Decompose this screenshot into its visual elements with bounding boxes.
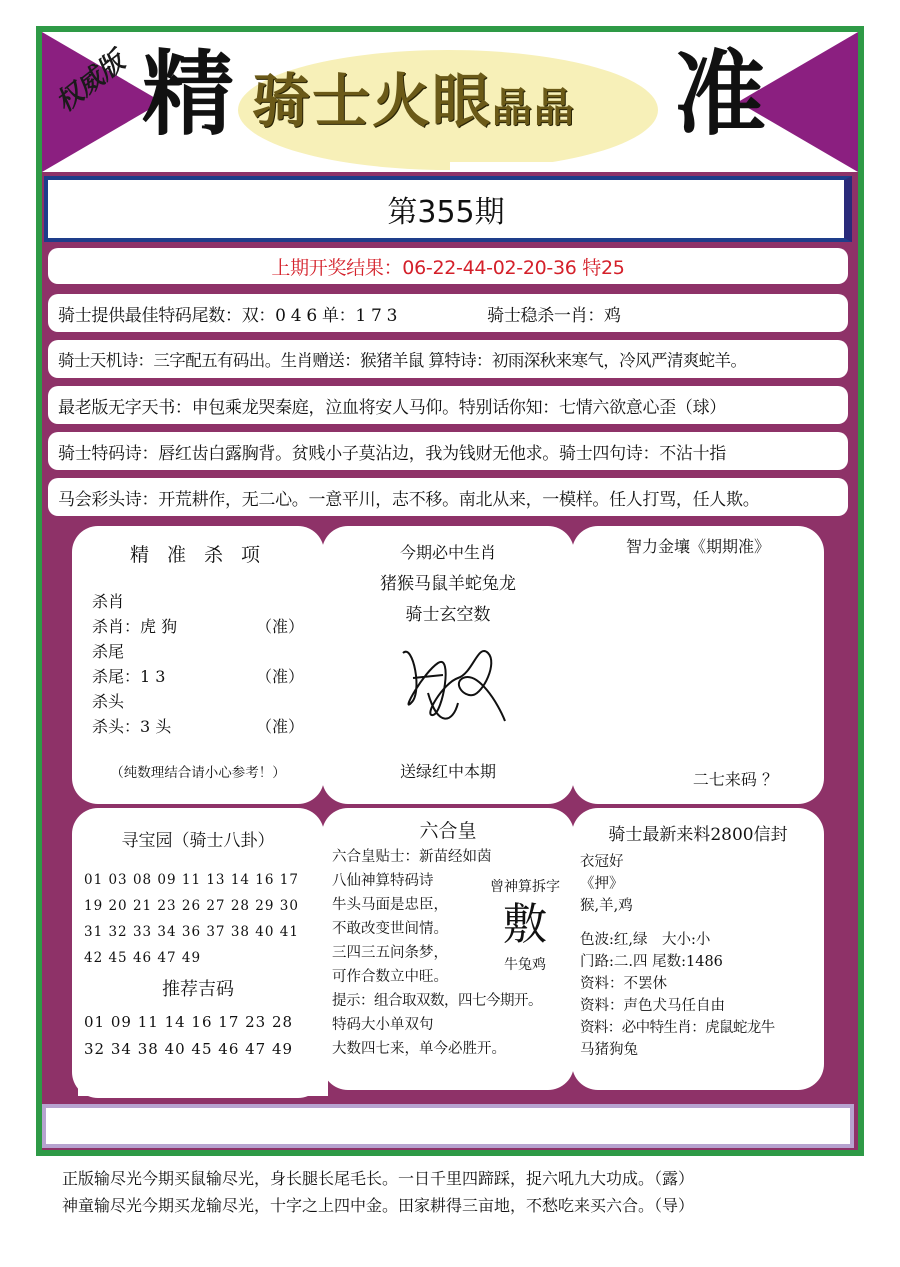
number-row: 31 32 33 34 36 37 38 40 41 [84, 924, 299, 940]
title-tail: 晶晶 [492, 84, 577, 131]
split-char-title: 曾神算拆字 [490, 879, 560, 895]
liuhe-line: 八仙神算特码诗 [332, 873, 434, 889]
authority-badge: 权威版 [50, 46, 131, 119]
bottom-band [42, 1104, 854, 1148]
kill-line: 杀肖 [92, 592, 125, 611]
news-line: 资料：不罢休 [580, 976, 667, 992]
liuhe-panel [322, 808, 574, 1090]
treasure-panel [72, 808, 324, 1098]
kill-line: 杀肖：虎 狗 （准） [92, 617, 304, 636]
wisdom-panel [572, 526, 824, 804]
poem-row-2: 最老版无字天书：申包乘龙哭秦庭，泣血将安人马仰。特别话你知：七情六欲意心歪（球） [48, 386, 848, 424]
wisdom-bottom: 二七来码 ？ [692, 770, 778, 789]
news-line: 门路:二.四 尾数:1486 [580, 954, 723, 970]
tail-row [48, 294, 848, 332]
tail-numbers: 骑士提供最佳特码尾数：双：0 4 6 单：1 7 3 [58, 305, 398, 326]
last-result-row: 上期开奖结果：06-22-44-02-20-36 特25 [48, 248, 848, 284]
news-line: 猴,羊,鸡 [580, 898, 633, 914]
treasure-title: 寻宝园（骑士八卦） [121, 831, 275, 851]
header [42, 32, 858, 172]
liuhe-line: 六合皇贴士：新苗经如茵 [332, 849, 492, 865]
header-left-char: 精 [142, 40, 235, 148]
kill-line: 杀头：3 头 （准） [92, 717, 304, 736]
liuhe-line: 可作合数立中旺。 [332, 969, 448, 985]
footer-line-2: 神童输尽光今期买龙输尽光，十字之上四中金。田家耕得三亩地，不愁吃来买六合。（导） [62, 1196, 695, 1215]
news-spacer [580, 917, 816, 929]
liuhe-line: 提示：组合取双数，四七今期开。 [332, 993, 542, 1009]
must-hit-panel [322, 526, 574, 804]
news-line: 资料：必中特生肖：虎鼠蛇龙牛 [580, 1020, 775, 1036]
wisdom-title: 智力金壤《期期准》 [625, 537, 770, 556]
treasure-numbers [84, 867, 312, 971]
kill-line: 杀尾：1 3 （准） [92, 667, 304, 686]
must-hit-heading: 今期必中生肖 [399, 543, 496, 562]
header-right-char: 准 [674, 40, 767, 148]
signature-scribble-icon [383, 633, 513, 733]
page-title [252, 67, 577, 135]
poem-row-4: 马会彩头诗：开荒耕作，无二心。一意平川，志不移。南北从来，一模样。任人打骂，任人欺。 [48, 478, 848, 516]
news-line: 色波:红,绿 大小:小 [580, 932, 711, 948]
liuhe-title: 六合皇 [419, 820, 477, 842]
footer-line-1: 正版输尽光今期买鼠输尽光，身长腿长尾毛长。一日千里四蹄踩，捉六吼九大功成。（露） [62, 1169, 695, 1188]
kill-panel-title: 精 准 杀 项 [129, 544, 267, 566]
split-char-box [482, 876, 568, 974]
news-line: 《押》 [580, 876, 624, 892]
kill-list [92, 589, 304, 739]
recommended-title: 推荐吉码 [162, 979, 234, 1000]
number-row: 42 45 46 47 49 [84, 950, 202, 966]
number-row: 19 20 21 23 26 27 28 29 30 [84, 898, 299, 914]
news-line: 衣冠好 [580, 854, 624, 870]
must-hit-zodiacs: 猪猴马鼠羊蛇兔龙 [380, 574, 516, 594]
news-title: 骑士最新来料2800信封 [608, 825, 788, 845]
white-patch [450, 162, 590, 172]
kill-panel [72, 526, 324, 804]
poem-row-1: 骑士天机诗：三字配五有码出。生肖赠送：猴猪羊鼠 算特诗：初雨深秋来寒气，冷风严清爽蛇羊。 [48, 340, 848, 378]
white-patch-bottom [78, 1070, 328, 1096]
title-main: 骑士火眼 [252, 67, 493, 135]
mystic-number-label: 骑士玄空数 [405, 605, 491, 625]
liuhe-line: 牛头马面是忠臣， [332, 897, 448, 913]
kill-note: （纯数理结合请小心参考！） [110, 765, 286, 781]
liuhe-line: 不敢改变世间情。 [332, 921, 448, 937]
number-row: 32 34 38 40 45 46 47 49 [84, 1040, 294, 1058]
liuhe-line: 三四三五问条梦， [332, 945, 448, 961]
news-panel [572, 808, 824, 1090]
kill-line: 杀尾 [92, 642, 125, 661]
split-char: 敷 [503, 899, 547, 950]
number-row: 01 09 11 14 16 17 23 28 [84, 1013, 294, 1031]
liuhe-line: 大数四七来，单今必胜开。 [332, 1041, 506, 1057]
news-line: 资料：声色犬马任自由 [580, 998, 725, 1014]
issue-number: 第355期 [44, 176, 852, 242]
kill-one-zodiac: 骑士稳杀一肖：鸡 [487, 305, 621, 326]
kill-line: 杀头 [92, 692, 125, 711]
split-char-zodiacs: 牛兔鸡 [504, 957, 546, 973]
must-hit-bottom: 送绿红中本期 [399, 762, 496, 781]
news-lines [580, 851, 816, 1061]
news-line: 马猪狗兔 [580, 1042, 638, 1058]
recommended-numbers [84, 1009, 312, 1063]
poem-row-3: 骑士特码诗：唇红齿白露胸背。贫贱小子莫沾边，我为钱财无他求。骑士四句诗：不沾十指 [48, 432, 848, 470]
liuhe-line: 特码大小单双句 [332, 1017, 434, 1033]
number-row: 01 03 08 09 11 13 14 16 17 [84, 872, 299, 888]
